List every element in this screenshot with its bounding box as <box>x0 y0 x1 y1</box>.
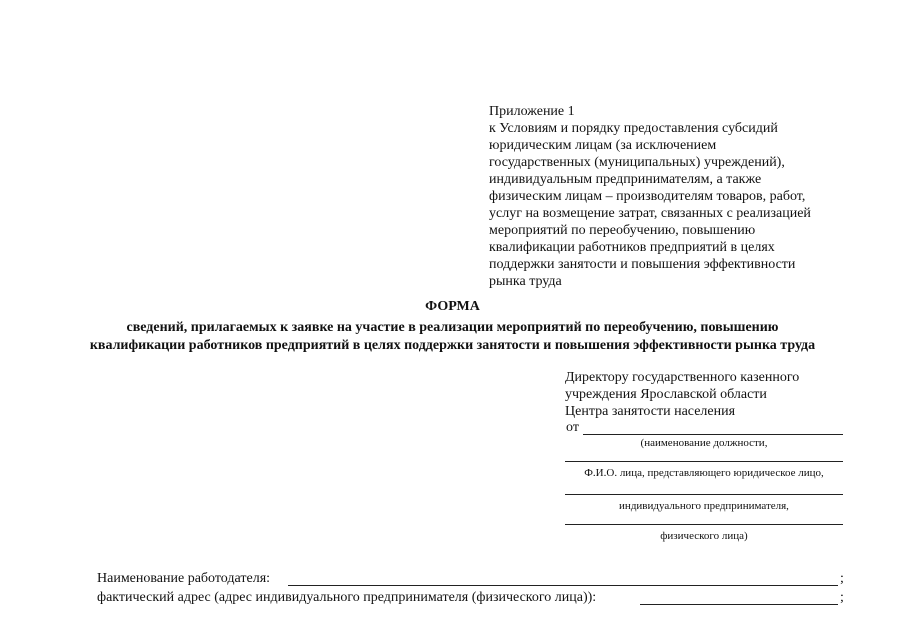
addressee-block <box>565 369 799 420</box>
appendix-line: услуг на возмещение затрат, связанных с реализацией <box>489 206 811 221</box>
employer-name-field[interactable] <box>288 585 838 586</box>
address-label: фактический адрес (адрес индивидуального предпринимателя (физического лица)): <box>97 590 597 605</box>
appendix-line: поддержки занятости и повышения эффективности <box>489 257 796 272</box>
appendix-line: рынка труда <box>489 274 562 289</box>
from-label: от <box>566 420 579 435</box>
hint-position: (наименование должности, <box>640 437 768 449</box>
employer-name-label: Наименование работодателя: <box>97 571 271 586</box>
address-terminator: ; <box>840 590 844 605</box>
addressee-line: Директору государственного казенного <box>565 370 800 385</box>
appendix-line: к Условиям и порядку предоставления субсидий <box>489 121 778 136</box>
name-field-line[interactable] <box>565 461 843 462</box>
hint-name: Ф.И.О. лица, представляющего юридическое лицо, <box>584 467 824 479</box>
form-subtitle-line-2: квалификации работников предприятий в целях поддержки занятости и повышения эффективности рынка труда <box>89 338 816 353</box>
hint-entrepreneur: индивидуального предпринимателя, <box>619 500 789 512</box>
hint-individual: физического лица) <box>660 530 748 542</box>
appendix-note <box>489 103 889 290</box>
appendix-line: квалификации работников предприятий в целях <box>489 240 775 255</box>
appendix-line: индивидуальным предпринимателям, а также <box>489 172 762 187</box>
employer-terminator: ; <box>840 571 844 586</box>
appendix-line: мероприятий по переобучению, повышению <box>489 223 756 238</box>
appendix-line: государственных (муниципальных) учреждений), <box>489 155 785 170</box>
from-field-line[interactable] <box>583 434 843 435</box>
form-title: ФОРМА <box>425 299 480 314</box>
entrepreneur-field-line[interactable] <box>565 494 843 495</box>
address-field[interactable] <box>640 604 838 605</box>
appendix-line: Приложение 1 <box>489 104 575 119</box>
appendix-line: юридическим лицам (за исключением <box>489 138 717 153</box>
addressee-line: Центра занятости населения <box>565 404 736 419</box>
form-subtitle-line-1: сведений, прилагаемых к заявке на участие в реализации мероприятий по переобучению, повышению <box>126 320 779 335</box>
appendix-line: физическим лицам – производителям товаров, работ, <box>489 189 806 204</box>
addressee-line: учреждения Ярославской области <box>565 387 767 402</box>
individual-field-line[interactable] <box>565 524 843 525</box>
